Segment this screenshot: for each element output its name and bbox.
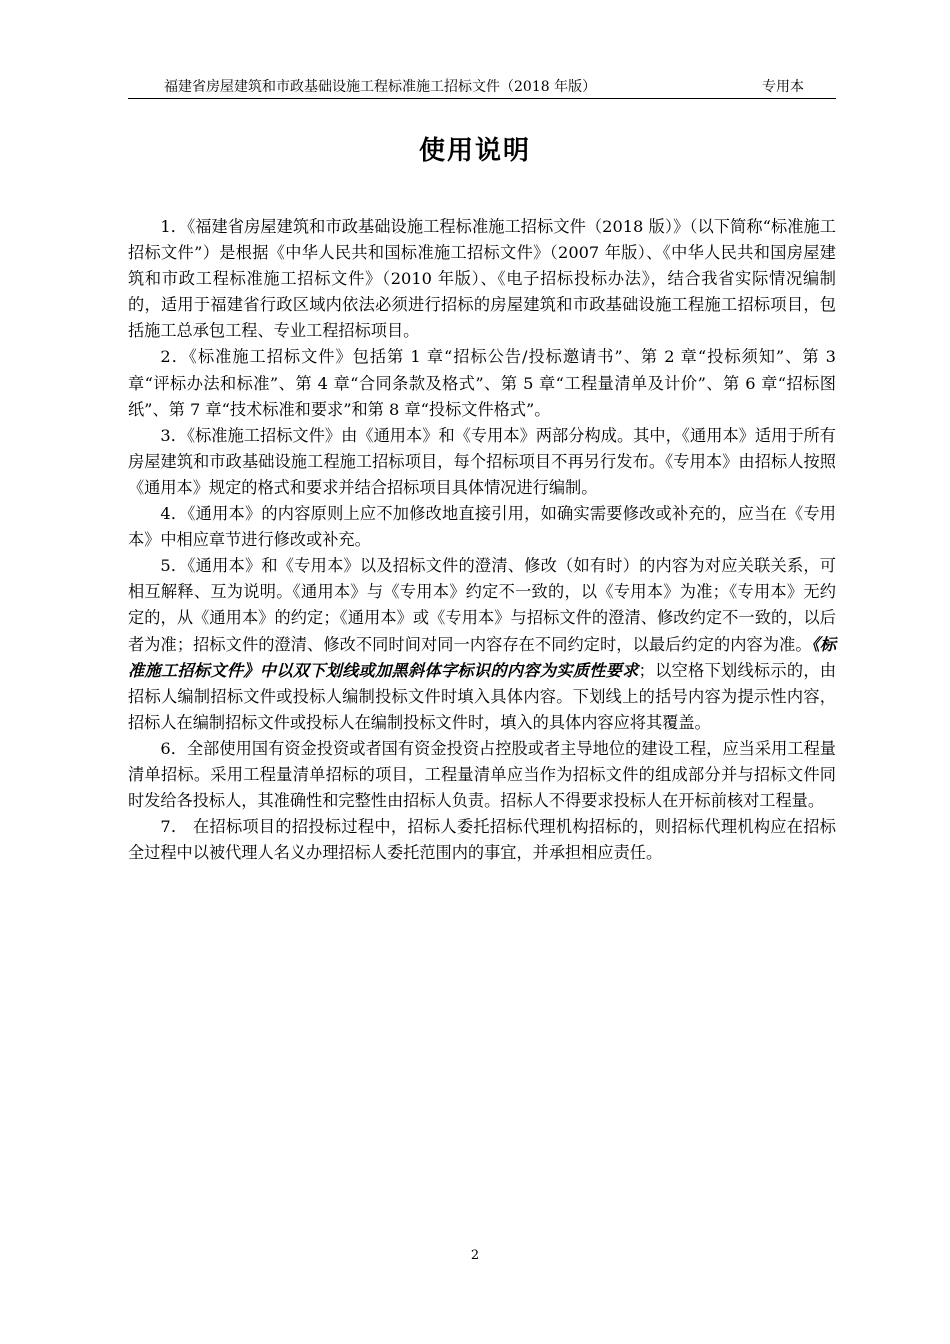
paragraph-5-text-after: ；以空格下划线标示的，由招标人编制招标文件或投标人编制投标文件时填入具体内容。下划线上的括号内容为提示性内容，招标人在编制招标文件或投标人在编制投标文件时，填入的具体内容应将其覆盖。 <box>128 660 837 732</box>
paragraph-3: 3．《标准施工招标文件》由《通用本》和《专用本》两部分构成。其中，《通用本》适用于所有房屋建筑和市政基础设施工程施工招标项目，每个招标项目不再另行发布。《专用本》由招标人按照《通用本》规定的格式和要求并结合招标项目具体情况进行编制。 <box>128 425 836 497</box>
paragraph-6: 6．全部使用国有资金投资或者国有资金投资占控股或者主导地位的建设工程，应当采用工程量清单招标。采用工程量清单招标的项目，工程量清单应当作为招标文件的组成部分并与招标文件同时发给各投标人，其准确性和完整性由招标人负责。招标人不得要求投标人在开标前核对工程量。 <box>128 738 836 811</box>
paragraph-5-text-before: 5．《通用本》和《专用本》以及招标文件的澄清、修改（如有时）的内容为对应关联关系，可相互解释、互为说明。《通用本》与《专用本》约定不一致的，以《专用本》为准；《专用本》无约定的，从《通用本》的约定；《通用本》或《专用本》与招标文件的澄清、修改约定不一致的，以后者为准；招标文件的澄清、修改不同时间对同一内容存在不同约定时，以最后约定的内容为准。 <box>128 556 836 654</box>
paragraph-5 <box>128 553 836 736</box>
instructions-body <box>128 214 836 866</box>
paragraph-4: 4．《通用本》的内容原则上应不加修改地直接引用，如确实需要修改或补充的，应当在《专用本》中相应章节进行修改或补充。 <box>128 504 836 550</box>
page-title: 使用说明 <box>418 136 531 166</box>
paragraph-7: 7． 在招标项目的招投标过程中，招标人委托招标代理机构招标的，则招标代理机构应在招标全过程中以被代理人名义办理招标人委托范围内的事宜，并承担相应责任。 <box>128 817 836 863</box>
paragraph-2: 2．《标准施工招标文件》包括第 1 章“招标公告/投标邀请书”、第 2 章“投标须知”、第 3 章“评标办法和标准”、第 4 章“合同条款及格式”、第 5 章“工程量清单及计价”、第 6 章“招标图纸”、第 7 章“技术标准和要求”和第 8 章“投标文件格式”。 <box>128 347 836 419</box>
paragraph-1: 1．《福建省房屋建筑和市政基础设施工程标准施工招标文件（2018 版）》（以下简称“标准施工招标文件”）是根据《中华人民共和国标准施工招标文件》（2007 年版）、《中华人民共和国房屋建筑和市政工程标准施工招标文件》（2010 年版）、《电子招标投标办法》，结合我省实际情况编制的，适用于福建省行政区域内依法必须进行招标的房屋建筑和市政基础设施工程施工招标项目，包括施工总承包工程、专业工程招标项目。 <box>128 217 836 341</box>
page-header <box>128 76 836 99</box>
header-document-title: 福建省房屋建筑和市政基础设施工程标准施工招标文件（2018 年版） <box>164 79 597 95</box>
paragraph-5-substantive-requirement: 《标准施工招标文件》中以双下划线或加黑斜体字标识的内容为实质性要求 <box>128 634 837 680</box>
header-edition-label: 专用本 <box>762 79 804 95</box>
page-number: 2 <box>470 1248 480 1263</box>
